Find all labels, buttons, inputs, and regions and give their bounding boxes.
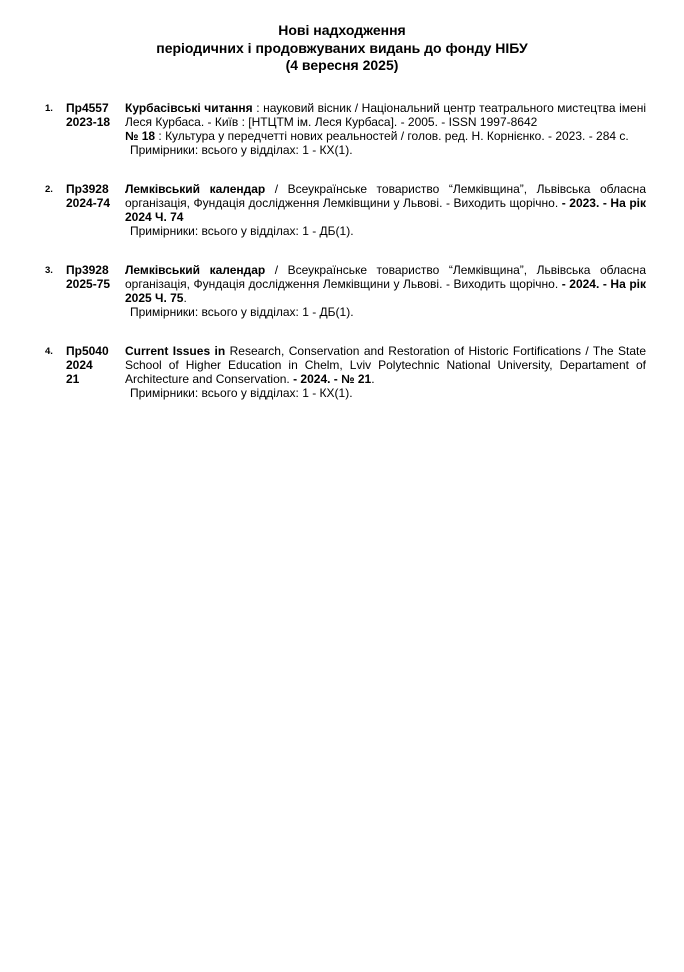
entry-call-number [66,101,125,129]
entry-text: / Всеукраїнське товариство “Лемківщина”, Львівська обласна організація, Фундація дослідження Лемківщини у Львові. - Виходить щорічно. [125,262,646,291]
entry-text: . [371,371,375,386]
entry-number: 4. [45,345,53,357]
entry-text: : науковий вісник / Національний центр театрального мистецтва імені Леся Курбаса. - Київ : [НТЦТМ ім. Леся Курбаса]. - 2005. - ISSN 1997-8642 [125,100,646,129]
call-number-line: 2025-75 [66,276,111,291]
entry-text: : Культура у передчетті нових реальностей / голов. ред. Н. Корнієнко. - 2023. - 284 с. [155,128,629,143]
copies-line: Примірники: всього у відділах: 1 - ДБ(1). [130,304,354,319]
entry-number: 3. [45,264,53,276]
entry-row [45,263,646,319]
call-number-line: Пр4557 [66,100,109,115]
call-number-line: 21 [66,371,80,386]
entry-text-bold: - 2024. - На рік 2025 Ч. 75 [125,276,646,305]
entry-text-bold: Лемківський календар [125,181,266,196]
call-number-line: 2024 [66,357,93,372]
title-line-3: (4 вересня 2025) [285,57,399,73]
entry-text-bold: № 18 [125,128,156,143]
entry-number: 2. [45,183,53,195]
entry-paragraph [125,101,646,129]
entry-description [125,263,646,319]
entry-row [45,344,646,400]
entry-call-number [66,263,125,291]
call-number-line: Пр3928 [66,262,109,277]
entry-text-bold: Current Issues in [125,343,226,358]
entry-description [125,344,646,400]
entry-paragraph [125,263,646,305]
entry-text-bold: Курбасівські читання [125,100,253,115]
entry-paragraph [125,344,646,386]
entry-row [45,182,646,238]
entry-paragraph [125,182,646,224]
entry-text-bold: - 2023. - На рік 2024 Ч. 74 [125,195,646,224]
title-line-2: періодичних і продовжуваних видань до фонду НІБУ [156,39,528,56]
entry-description [125,182,646,238]
entry-number: 1. [45,102,53,114]
entry-description [125,101,646,157]
copies-line: Примірники: всього у відділах: 1 - КХ(1). [130,385,353,400]
copies-line: Примірники: всього у відділах: 1 - КХ(1). [130,142,353,157]
call-number-line: 2023-18 [66,114,111,129]
copies-line: Примірники: всього у відділах: 1 - ДБ(1). [130,223,354,238]
entry-text-bold: - 2024. - № 21 [293,371,372,386]
entry-text-bold: Лемківський календар [125,262,266,277]
call-number-line: 2024-74 [66,195,111,210]
entry-call-number [66,344,125,386]
entry-text: . [183,290,187,305]
entry-call-number [66,182,125,210]
entries-list [45,101,646,400]
entry-text: / Всеукраїнське товариство “Лемківщина”, Львівська обласна організація, Фундація дослідження Лемківщини у Львові. - Виходить щорічно. [125,181,646,210]
call-number-line: Пр5040 [66,343,109,358]
entry-text: Research, Conservation and Restoration of Historic Fortifications / The State School of Higher Education in Chelm, Lviv Polytechnic National University, Departament of Architecture and Conservation. [125,343,647,386]
document-title [0,22,684,75]
call-number-line: Пр3928 [66,181,109,196]
entry-paragraph [125,129,646,143]
title-line-1: Нові надходження [278,22,406,38]
entry-row [45,101,646,157]
